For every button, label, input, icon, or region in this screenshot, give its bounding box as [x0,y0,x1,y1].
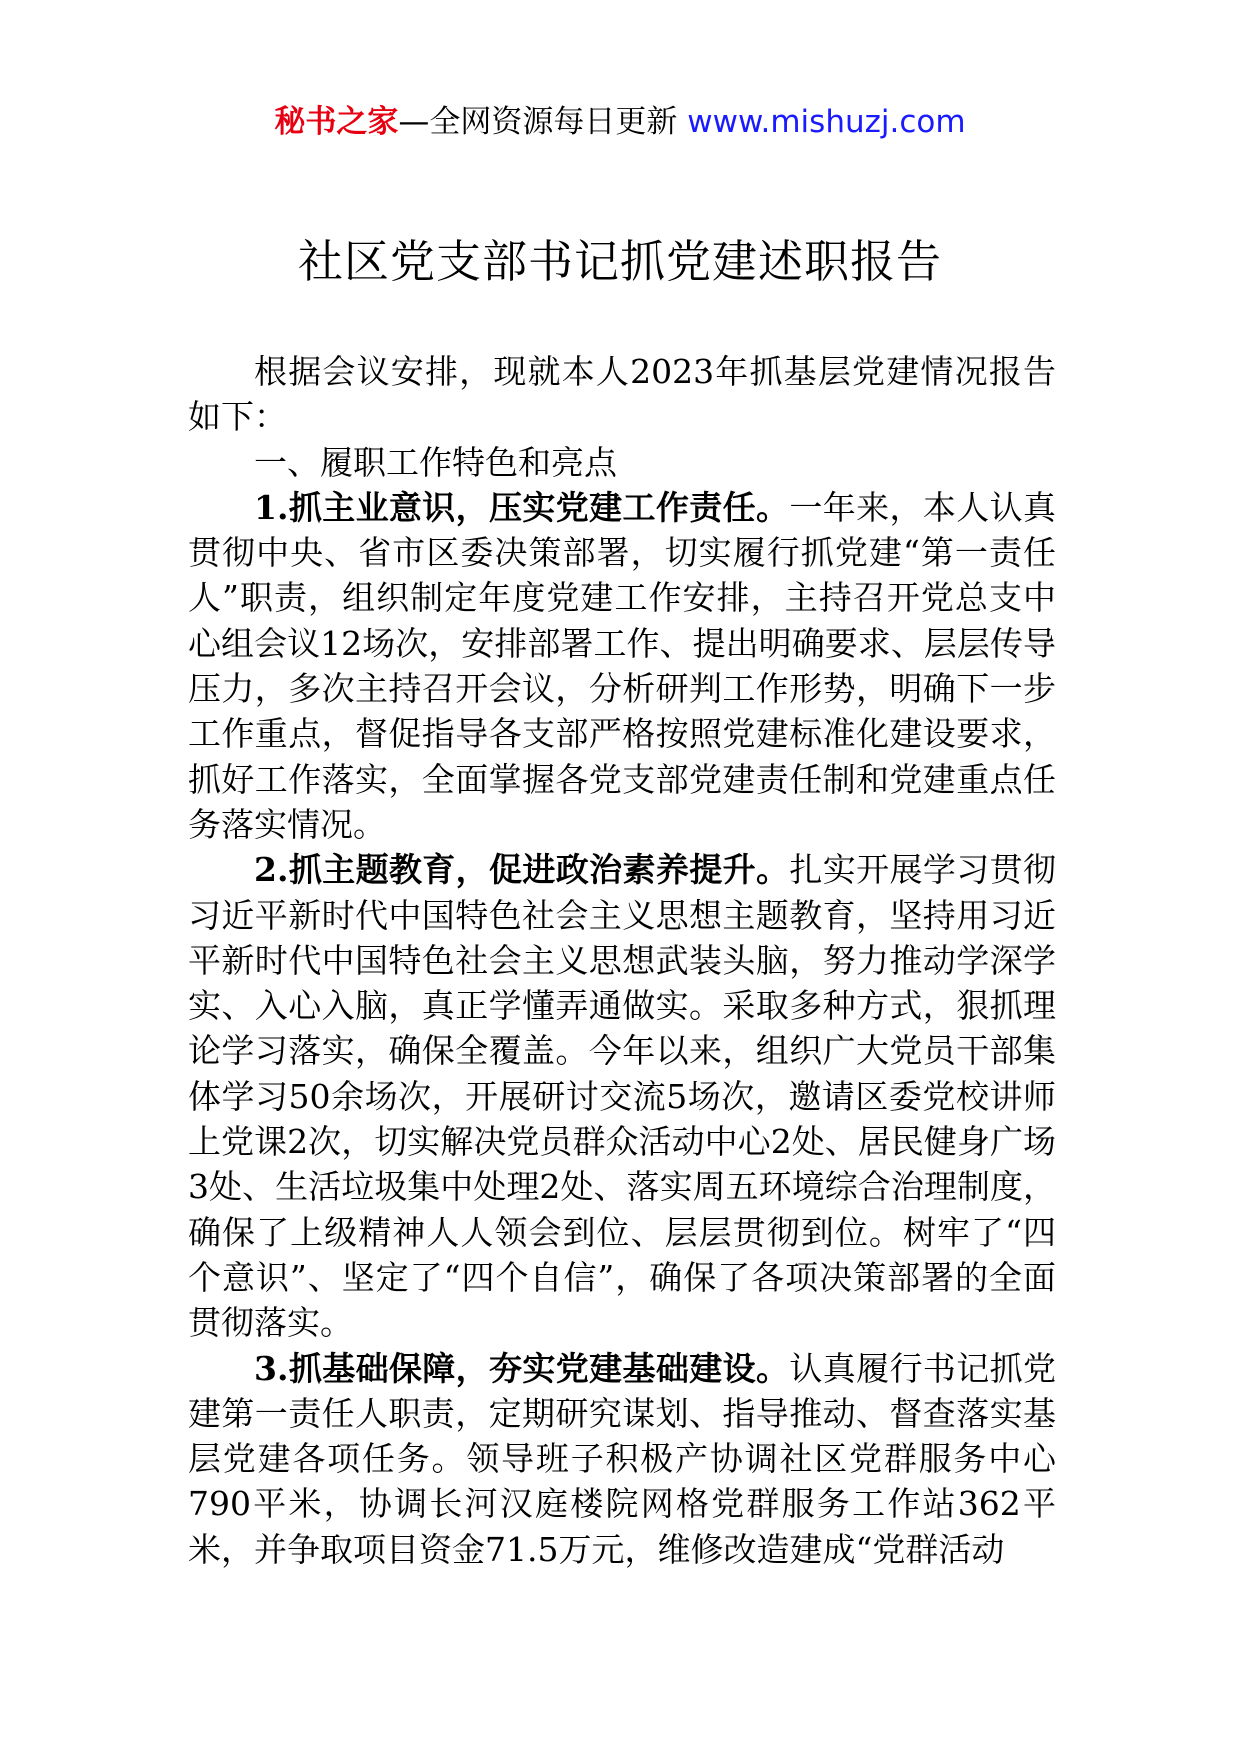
item-text-2: 扎实开展学习贯彻习近平新时代中国特色社会主义思想主题教育，坚持用习近平新时代中国特色社会主义思想武装头脑，努力推动学深学实、入心入脑，真正学懂弄通做实。采取多种方式，狠抓理论学习落实，确保全覆盖。今年以来，组织广大党员干部集体学习50余场次，开展研讨交流5场次，邀请区委党校讲师上党课2次，切实解决党员群众活动中心2处、居民健身广场3处、生活垃圾集中处理2处、落实周五环境综合治理制度，确保了上级精神人人领会到位、层层贯彻到位。树牢了“四个意识”、坚定了“四个自信”，确保了各项决策部署的全面贯彻落实。 [188,850,1057,1343]
item-paragraph-1 [188,485,1056,847]
item-text-3: 认真履行书记抓党建第一责任人职责，定期研究谋划、指导推动、督查落实基层党建各项任务。领导班子积极产协调社区党群服务中心790平米，协调长河汉庭楼院网格党群服务工作站362平米，并争取项目资金71.5万元，维修改造建成“党群活动 [188,1348,1057,1569]
document-title: 社区党支部书记抓党建述职报告 [297,235,942,288]
banner-slogan: —全网资源每日更新 [398,104,688,140]
item-paragraph-2 [188,847,1056,1345]
intro-paragraph: 根据会议安排，现就本人2023年抓基层党建情况报告如下： [188,352,1056,437]
banner-brand: 秘书之家 [274,104,399,140]
item-lead-3: 3.抓基础保障，夯实党建基础建设。 [254,1348,790,1388]
document-body [188,349,1056,1572]
banner-url-link[interactable]: www.mishuzj.com [687,104,966,140]
item-lead-1: 1.抓主业意识，压实党建工作责任。 [254,487,790,527]
site-banner [0,102,1240,142]
item-text-1: 一年来，本人认真贯彻中央、省市区委决策部署，切实履行抓党建“第一责任人”职责，组织制定年度党建工作安排，主持召开党总支中心组会议12场次，安排部署工作、提出明确要求、层层传导压力，多次主持召开会议，分析研判工作形势，明确下一步工作重点，督促指导各支部严格按照党建标准化建设要求，抓好工作落实，全面掌握各党支部党建责任制和党建重点任务落实情况。 [188,487,1057,844]
item-paragraph-3 [188,1346,1056,1572]
section-heading: 一、履职工作特色和亮点 [254,442,617,482]
item-lead-2: 2.抓主题教育，促进政治素养提升。 [254,850,790,890]
